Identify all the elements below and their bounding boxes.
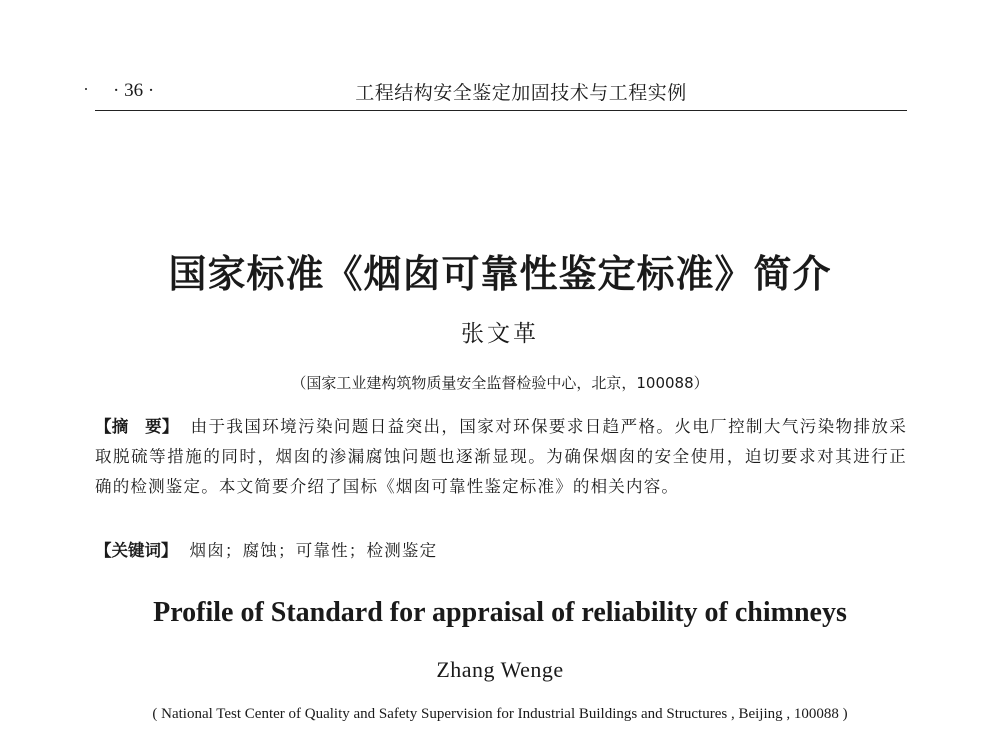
page-number: · 36 ·: [113, 80, 155, 101]
affiliation-cn: （国家工业建构筑物质量安全监督检验中心，北京，100088）: [291, 374, 709, 392]
scan-speck: [85, 88, 87, 90]
journal-title: 工程结构安全鉴定加固技术与工程实例: [355, 82, 687, 104]
article-title-cn: 国家标准《烟囱可靠性鉴定标准》简介: [168, 252, 832, 296]
article-title-en: Profile of Standard for appraisal of reliability of chimneys: [153, 597, 847, 628]
abstract: [95, 412, 907, 502]
abstract-text: 由于我国环境污染问题日益突出，国家对环保要求日趋严格。火电厂控制大气污染物排放采取脱硫等措施的同时，烟囱的渗漏腐蚀问题也逐渐显现。为确保烟囱的安全使用，迫切要求对其进行正确的检测鉴定。本文简要介绍了国标《烟囱可靠性鉴定标准》的相关内容。: [95, 417, 908, 496]
author-cn: 张文革: [461, 321, 539, 347]
keywords: [95, 536, 907, 566]
keywords-text: 烟囱；腐蚀；可靠性；检测鉴定: [189, 541, 438, 560]
abstract-label: 【摘 要】: [95, 417, 179, 436]
keywords-label: 【关键词】: [95, 541, 178, 560]
affiliation-en: ( National Test Center of Quality and Safety Supervision for Industrial Buildings and Structures , Beijing , 100088 ): [152, 706, 848, 722]
running-header: [95, 76, 907, 111]
author-en: Zhang Wenge: [436, 657, 564, 682]
